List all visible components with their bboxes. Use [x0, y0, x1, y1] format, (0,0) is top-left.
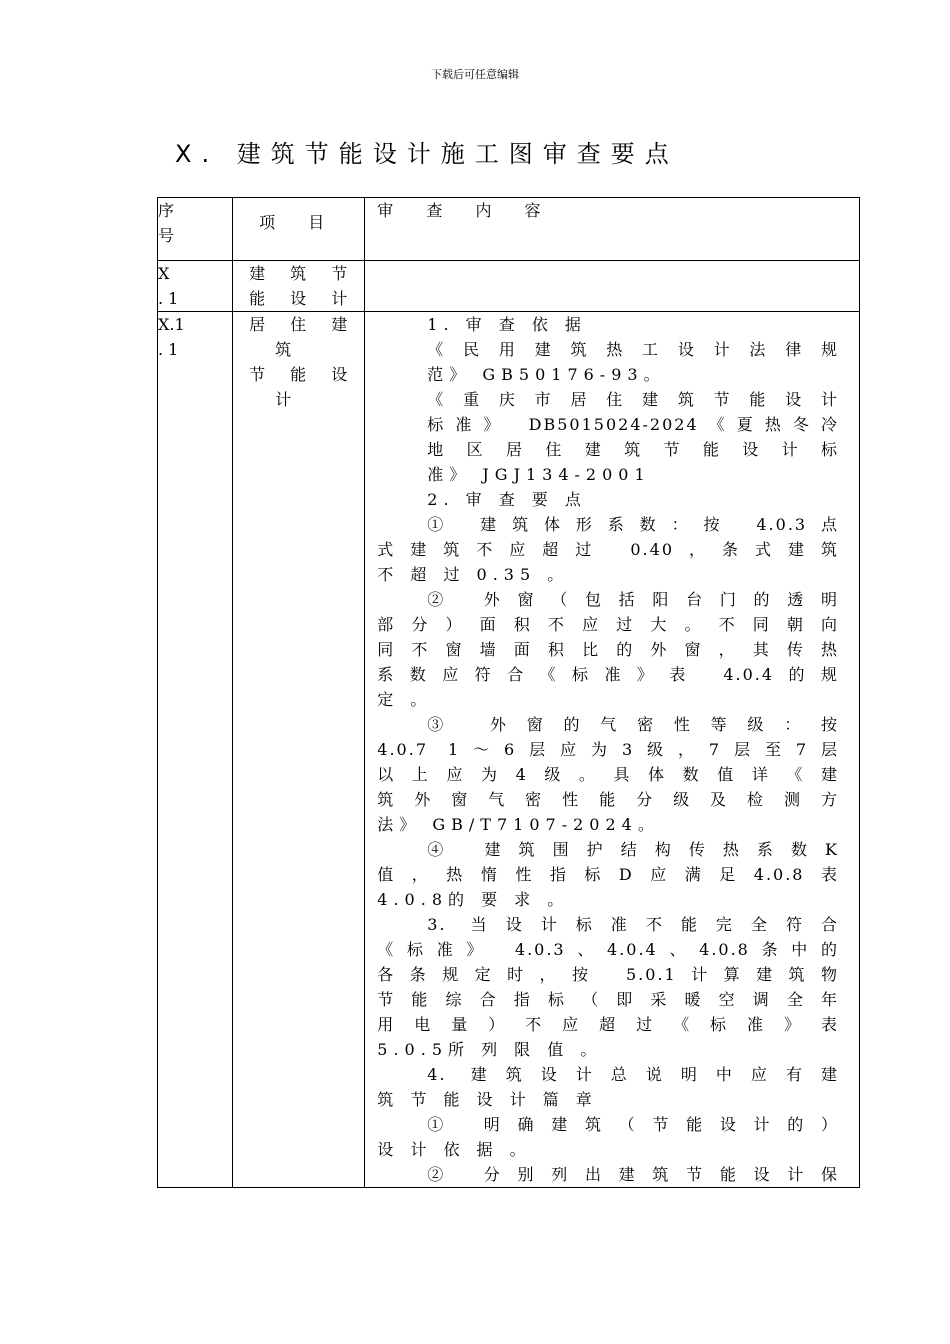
table-header-row: [158, 198, 860, 261]
section-row: [158, 261, 860, 312]
content-line: ② 分别列出建筑节能设计保: [427, 1165, 839, 1184]
content-line: 标准》 DB5015024-2024《夏热冬冷: [427, 415, 839, 434]
section-content-cell: [365, 261, 860, 312]
content-line: 同不窗墙面积比的外窗，其传热: [377, 640, 839, 659]
row-no-cell: [158, 312, 233, 1188]
section-item-cell: [233, 261, 365, 312]
content-line: 筑外窗气密性能分级及检测方: [377, 790, 839, 809]
header-note: 下载后可任意编辑: [431, 68, 519, 81]
content-line: 法》 GB/T7107-2024。: [377, 815, 660, 834]
row-content-cell: [365, 312, 860, 1188]
header-no-cell: [158, 198, 233, 261]
content-line: ③ 外窗的气密性等级：按: [427, 715, 839, 734]
section-item-line: 能 设 计: [249, 289, 358, 308]
page-title: X. 建筑节能设计施工图审查要点: [175, 140, 679, 168]
content-line: 《民用建筑热工设计法律规: [427, 340, 839, 359]
content-line: 部分）面积不应过大。不同朝向: [377, 615, 839, 634]
content-line: 以上应为4级。具体数值详《建: [377, 765, 839, 784]
content-line: 3. 当设计标准不能完全符合: [427, 915, 839, 934]
row-item-line: 节 能 设: [249, 365, 358, 384]
content-line: 筑 节 能 设 计 篇 章: [377, 1090, 598, 1109]
content-line: 《重庆市居住建筑节能设计: [427, 390, 839, 409]
content-line: 各条规定时，按 5.0.1计算建筑物: [377, 965, 839, 984]
content-line: 设 计 依 据 。: [377, 1140, 532, 1159]
content-line: 定 。: [377, 690, 433, 709]
row-item-cell: [233, 312, 365, 1188]
section-no-line: X: [158, 264, 170, 283]
section-no-line: . 1: [158, 289, 179, 308]
header-item-cell: 项 目: [233, 198, 365, 261]
content-line: ① 明确建筑（节能设计的）: [427, 1115, 839, 1134]
row-item-line: 筑: [275, 340, 302, 359]
row-item-line: 居 住 建: [249, 315, 358, 334]
content-line: 《标准》 4.0.3、4.0.4、4.0.8条中的: [377, 940, 839, 959]
row-item-line: 计: [275, 390, 302, 409]
header-no-line: 序: [158, 201, 175, 220]
content-line: 不 超 过 0.35 。: [377, 565, 570, 584]
content-line: 4. 建筑设计总说明中应有建: [427, 1065, 839, 1084]
section-item-line: 建 筑 节: [249, 264, 358, 283]
review-table: [157, 197, 860, 1188]
content-line: ② 外窗（包括阳台门的透明: [427, 590, 839, 609]
row-no-line: X.1: [158, 315, 185, 334]
section-no-cell: [158, 261, 233, 312]
content-line: ① 建筑体形系数：按 4.0.3点: [427, 515, 839, 534]
header-content-cell: 审 查 内 容: [365, 198, 860, 261]
content-line: 地区居住建筑节能设计标: [427, 440, 839, 459]
content-line: 4.0.8的 要 求 。: [377, 890, 570, 909]
content-line: 式建筑不应超过 0.40，条式建筑: [377, 540, 839, 559]
row-no-line: . 1: [158, 340, 179, 359]
content-line: 值，热惰性指标D应满足4.0.8表: [377, 865, 839, 884]
content-line: 系数应符合《标准》表 4.0.4的规: [377, 665, 839, 684]
content-line: 准》 JGJ134-2001: [427, 465, 651, 484]
content-line: 范》 GB50176-93。: [427, 365, 666, 384]
content-line: 节能综合指标（即采暖空调全年: [377, 990, 839, 1009]
content-line: 1. 审 查 依 据: [427, 315, 587, 334]
header-no-line: 号: [158, 226, 175, 245]
content-line: 5.0.5所 列 限 值 。: [377, 1040, 603, 1059]
content-line: ④ 建筑围护结构传热系数K: [427, 840, 839, 859]
content-line: 4.0.7 1～6层应为3级，7层至7层: [377, 740, 839, 759]
content-line: 用电量）不应超过《标准》表: [377, 1015, 839, 1034]
table-row: [158, 312, 860, 1188]
content-line: 2. 审 查 要 点: [427, 490, 587, 509]
